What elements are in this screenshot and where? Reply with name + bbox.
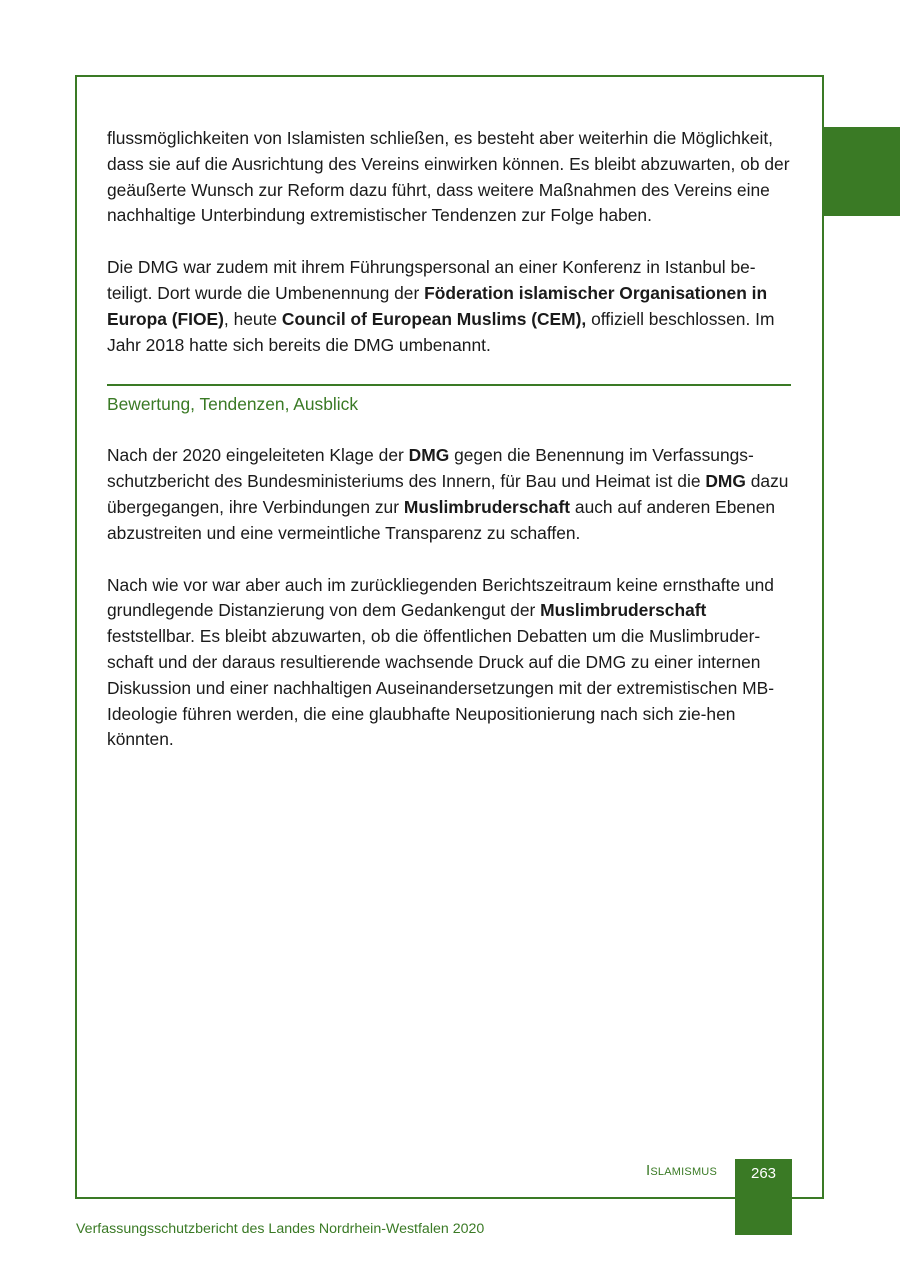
report-title-footer: Verfassungsschutzbericht des Landes Nordrhein-Westfalen 2020 [76, 1221, 485, 1237]
page-number-box [735, 1159, 792, 1235]
paragraph-3-text-2: gegen die Benennung im Verfassungs-schutzbericht des Bundesministeriums des Innern, für Bau und Heimat ist die [107, 445, 754, 492]
page-number: 263 [750, 1165, 777, 1182]
paragraph-2-text-3: offiziell beschlossen. Im Jahr 2018 hatte sich bereits die DMG umbenannt. [107, 308, 775, 355]
muslimbruderschaft-bold-1: Muslimbruderschaft [403, 496, 571, 517]
paragraph-1 [107, 126, 797, 229]
paragraph-1-text: flussmöglichkeiten von Islamisten schließen, es besteht aber weiterhin die Möglichkeit, dass sie auf die Ausrichtung des Vereins einwirken können. Es bleibt abzuwarten, ob der geäußerte Wunsch zur Reform dazu führt, dass weitere Maßnahmen des Vereins eine nachhaltige Unterbindung extremistischer Tendenzen zur Folge haben. [107, 128, 790, 226]
main-content [107, 126, 797, 779]
section-divider [107, 384, 791, 386]
chapter-side-tab [824, 127, 900, 216]
paragraph-4-text-2: feststellbar. Es bleibt abzuwarten, ob die öffentlichen Debatten um die Muslimbruder-schaft und der daraus resultierende wachsende Druck auf die DMG zu einer internen Diskussion und einer nachhaltigen Auseinandersetzungen mit der extremistischen MB-Ideologie führen werden, die eine glaubhafte Neupositionierung nach sich zie-hen könnten. [107, 626, 775, 750]
paragraph-3 [107, 443, 797, 546]
paragraph-3-text-3: dazu übergegangen, ihre Verbindungen zur [107, 471, 789, 517]
paragraph-2-text-2: , heute [223, 308, 282, 329]
fioe-bold: Föderation islamischer Organisationen in Europa (FIOE) [107, 282, 768, 329]
paragraph-4 [107, 573, 797, 754]
footer-section-label: Islamismus [646, 1162, 717, 1179]
paragraph-3-text-1: Nach der 2020 eingeleiteten Klage der [107, 445, 409, 466]
paragraph-2-text-1: Die DMG war zudem mit ihrem Führungspersonal an einer Konferenz in Istanbul be-teiligt. Dort wurde die Umbenennung der [107, 257, 756, 303]
paragraph-3-text-4: auch auf anderen Ebenen abzustreiten und eine vermeintliche Transparenz zu schaffen. [107, 496, 776, 543]
cem-bold: Council of European Muslims (CEM), [281, 308, 587, 329]
paragraph-4-text-1: Nach wie vor war aber auch im zurückliegenden Berichtszeitraum keine ernsthafte und grundlegende Distanzierung von dem Gedankengut der [107, 574, 774, 621]
muslimbruderschaft-bold-2: Muslimbruderschaft [540, 600, 707, 621]
dmg-bold-2: DMG [705, 471, 746, 492]
section-heading: Bewertung, Tendenzen, Ausblick [107, 394, 359, 415]
paragraph-2 [107, 255, 797, 358]
dmg-bold-1: DMG [408, 445, 450, 466]
